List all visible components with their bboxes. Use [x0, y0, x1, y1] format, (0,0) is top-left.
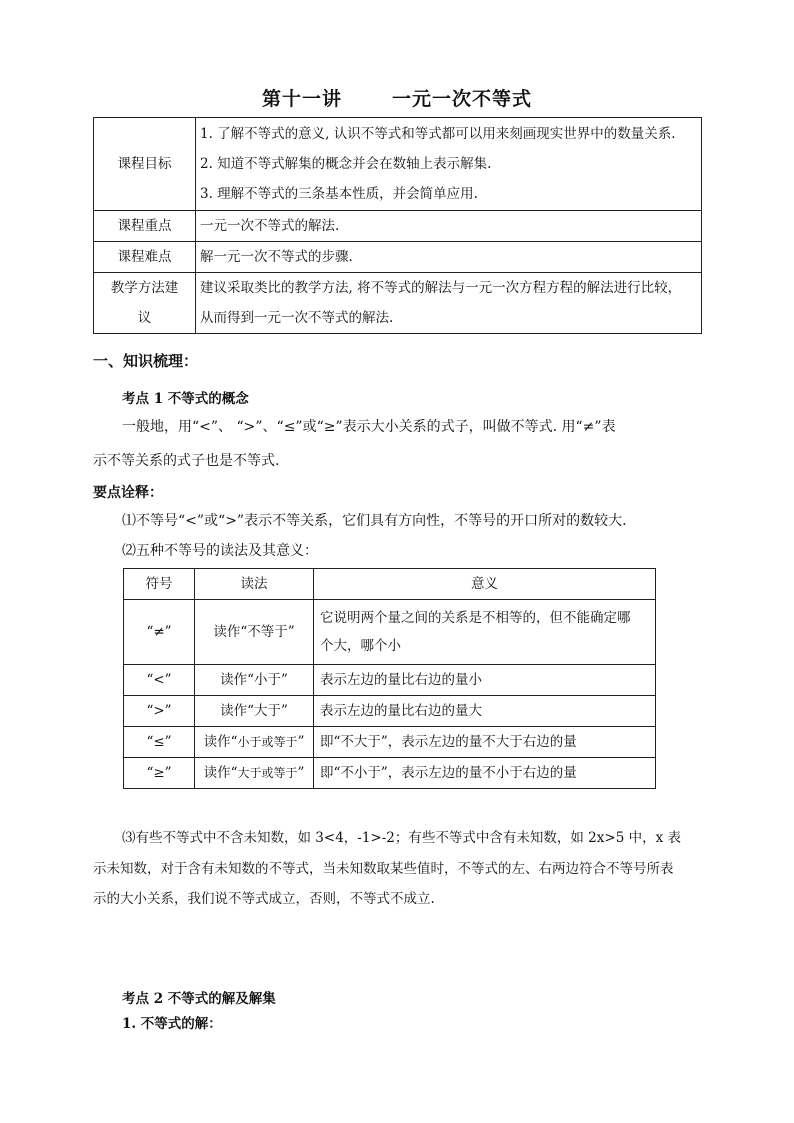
meaning-cell: 即“不大于”，表示左边的量不大于右边的量: [314, 727, 656, 758]
definition-line: 一般地，用“<”、 “>”、“≤”或“≥”表示大小关系的式子，叫做不等式. 用“≠”表: [122, 419, 616, 435]
lecture-topic: 一元一次不等式: [392, 88, 533, 110]
course-info-table: [93, 117, 702, 334]
method-label-line: 教学方法建: [110, 280, 179, 296]
page-title: [0, 84, 794, 111]
section-heading: 一、知识梳理：: [93, 352, 199, 370]
goal-item: 3. 理解不等式的三条基本性质，并会简单应用.: [200, 186, 478, 202]
reading-term: 大于或等于: [237, 766, 298, 780]
meaning-line: 个大，哪个小: [320, 638, 401, 654]
reading-cell: 读作“小于”: [195, 665, 314, 696]
reading-term: 小于或等于: [237, 735, 298, 749]
meaning-cell: [314, 600, 656, 665]
reading-cell: [195, 758, 314, 789]
goal-cell: [196, 118, 702, 211]
key-value: 一元一次不等式的解法.: [196, 211, 702, 242]
goal-label: 课程目标: [94, 118, 196, 211]
reading-suffix: ”: [297, 734, 305, 750]
reading-prefix: 读作“: [203, 734, 238, 750]
table-header: 意义: [314, 569, 656, 600]
reading-cell: 读作“大于”: [195, 696, 314, 727]
difficulty-label: 课程难点: [94, 242, 196, 273]
reading-cell: [195, 727, 314, 758]
method-line: 从而得到一元一次不等式的解法.: [200, 310, 394, 326]
symbol-cell: “>”: [124, 696, 195, 727]
note-1: ⑴不等号“<”或“>”表示不等关系，它们具有方向性，不等号的开口所对的数较大.: [122, 513, 627, 529]
reading-suffix: ”: [297, 765, 305, 781]
method-label: [94, 273, 196, 334]
meaning-cell: 即“不小于”，表示左边的量不小于右边的量: [314, 758, 656, 789]
difficulty-value: 解一元一次不等式的步骤.: [196, 242, 702, 273]
kaodian-1-heading: 考点 1 不等式的概念: [122, 391, 249, 407]
kaodian-2-heading: 考点 2 不等式的解及解集: [122, 991, 276, 1007]
table-row: [124, 758, 656, 789]
note-3-line: 示未知数，对于含有未知数的不等式，当未知数取某些值时，不等式的左、右两边符合不等号所表: [93, 861, 674, 877]
symbol-cell: “≥”: [124, 758, 195, 789]
method-line: 建议采取类比的教学方法, 将不等式的解法与一元一次方程方程的解法进行比较，: [200, 280, 682, 296]
subheading-1: 1. 不等式的解：: [122, 1016, 222, 1032]
goal-item: 1. 了解不等式的意义, 认识不等式和等式都可以用来刻画现实世界中的数量关系.: [200, 126, 676, 142]
lecture-number: 第十一讲: [261, 88, 342, 110]
inequality-symbol-table: [123, 568, 656, 789]
table-header: 读法: [195, 569, 314, 600]
reading-prefix: 读作“: [203, 765, 238, 781]
table-row: [124, 665, 656, 696]
table-row: [124, 727, 656, 758]
goal-item: 2. 知道不等式解集的概念并会在数轴上表示解集.: [200, 156, 492, 172]
reading-cell: 读作“不等于”: [195, 600, 314, 665]
note-3-line: 示的大小关系，我们说不等式成立，否则，不等式不成立.: [93, 891, 435, 907]
note-2: ⑵五种不等号的读法及其意义：: [122, 543, 318, 559]
symbol-cell: “≠”: [124, 600, 195, 665]
meaning-cell: 表示左边的量比右边的量大: [314, 696, 656, 727]
table-row: [124, 696, 656, 727]
method-label-line: 议: [137, 310, 152, 326]
note-3-line: ⑶有些不等式中不含未知数，如 3<4，-1>-2；有些不等式中含有未知数，如 2x>5 中，x 表: [122, 830, 681, 846]
table-header: 符号: [124, 569, 195, 600]
symbol-cell: “<”: [124, 665, 195, 696]
meaning-cell: 表示左边的量比右边的量小: [314, 665, 656, 696]
key-label: 课程重点: [94, 211, 196, 242]
symbol-cell: “≤”: [124, 727, 195, 758]
meaning-line: 它说明两个量之间的关系是不相等的，但不能确定哪: [320, 610, 631, 626]
definition-line: 示不等关系的式子也是不等式.: [93, 453, 280, 469]
table-row: [124, 600, 656, 665]
method-value: [196, 273, 702, 334]
notes-heading: 要点诠释：: [93, 485, 163, 501]
